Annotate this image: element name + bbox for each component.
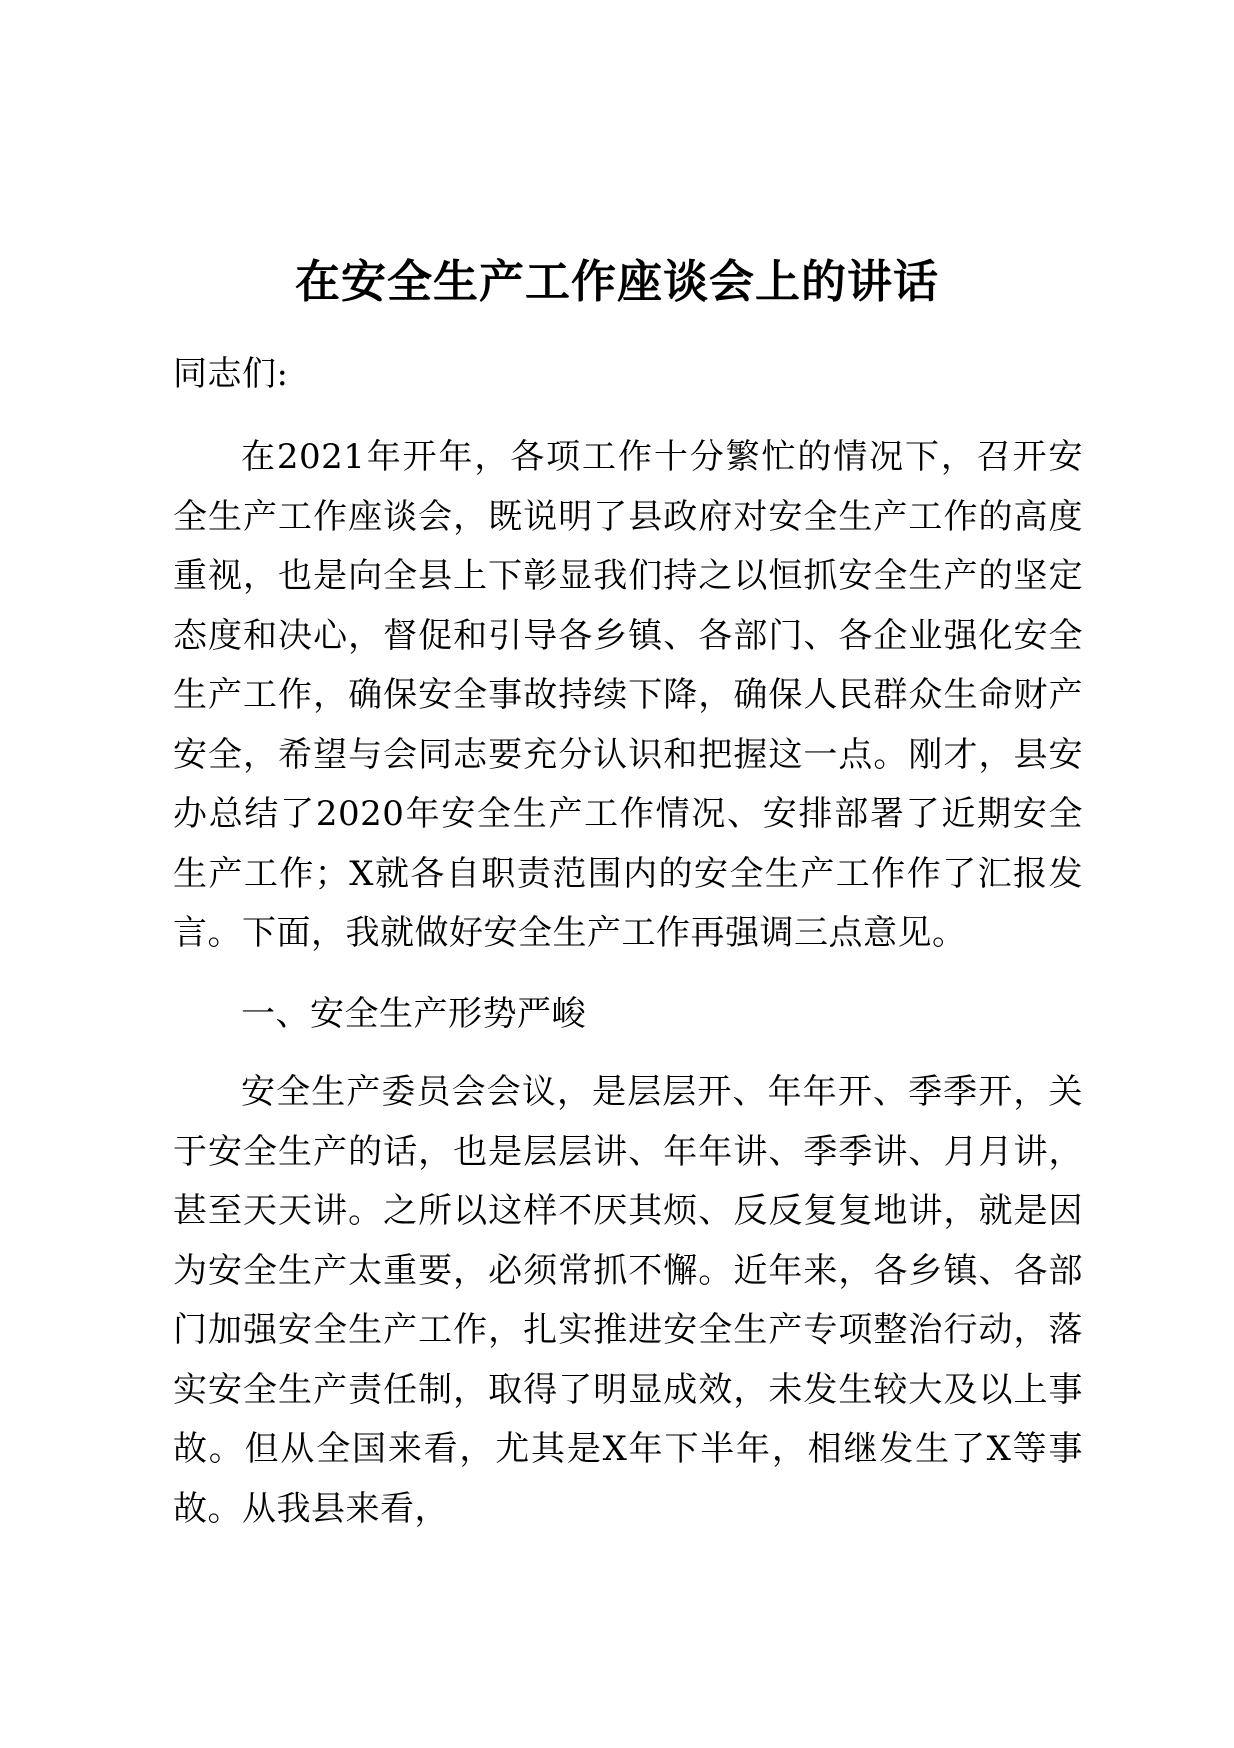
document-title: 在安全生产工作座谈会上的讲话 <box>294 255 939 308</box>
paragraph-section-1: 安全生产委员会会议，是层层开、年年开、季季开，关于安全生产的话，也是层层讲、年年讲、季季讲、月月讲，甚至天天讲。之所以这样不厌其烦、反反复复地讲，就是因为安全生产太重要，必须常抓不懈。近年来，各乡镇、各部门加强安全生产工作，扎实推进安全生产专项整治行动，落实安全生产责任制，取得了明显成效，未发生较大及以上事故。但从全国来看，尤其是X年下半年，相继发生了X等事故。从我县来看， <box>173 1072 1083 1529</box>
paragraph-opening: 在2021年开年，各项工作十分繁忙的情况下，召开安全生产工作座谈会，既说明了县政府对安全生产工作的高度重视，也是向全县上下彰显我们持之以恒抓安全生产的坚定态度和决心，督促和引导各乡镇、各部门、各企业强化安全生产工作，确保安全事故持续下降，确保人民群众生命财产安全，希望与会同志要充分认识和把握这一点。刚才，县安办总结了2020年安全生产工作情况、安排部署了近期安全生产工作；X就各自职责范围内的安全生产工作作了汇报发言。下面，我就做好安全生产工作再强调三点意见。 <box>173 437 1083 953</box>
salutation: 同志们: <box>173 354 289 394</box>
section-heading: 一、安全生产形势严峻 <box>241 994 586 1034</box>
